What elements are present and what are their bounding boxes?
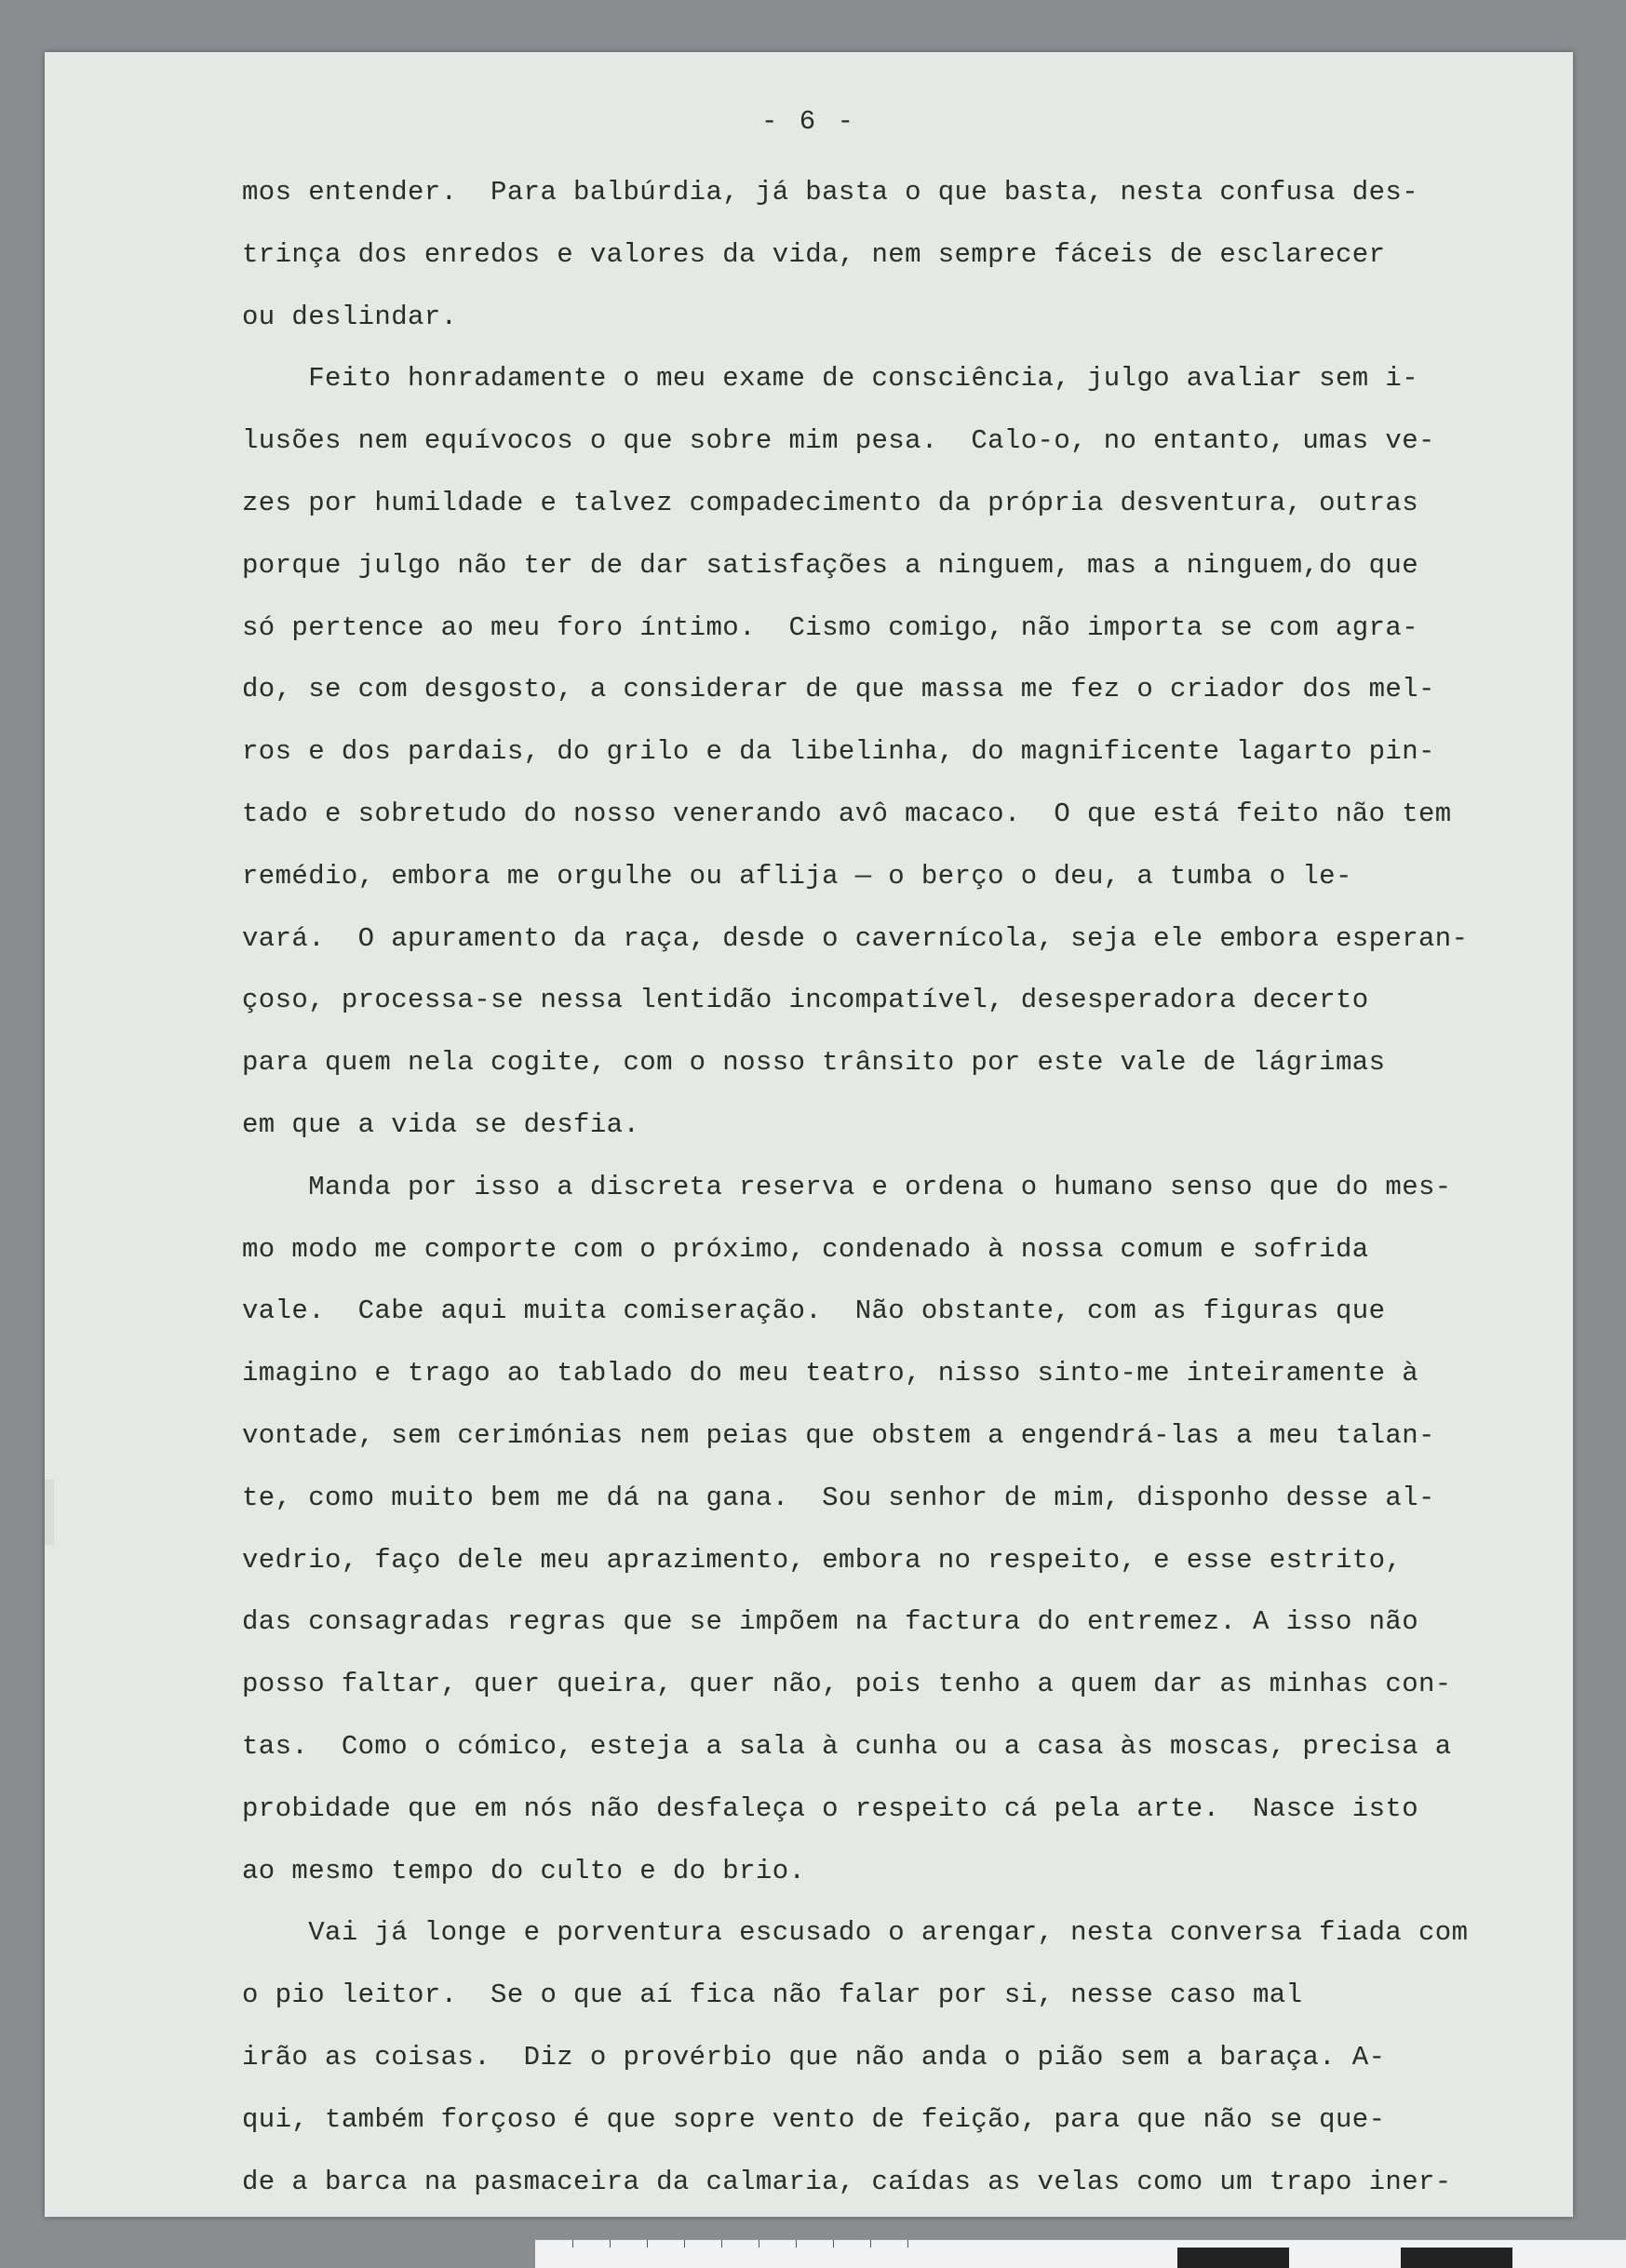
text-line: vedrio, faço dele meu aprazimento, embora no respeito, e esse estrito,: [242, 1544, 1403, 1576]
scale-ruler: [535, 2239, 1626, 2268]
text-line: para quem nela cogite, com o nosso trânsito por este vale de lágrimas: [242, 1047, 1386, 1079]
text-line: vará. O apuramento da raça, desde o cavernícola, seja ele embora esperan-: [242, 922, 1469, 954]
text-line: qui, também forçoso é que sopre vento de feição, para que não se que-: [242, 2103, 1386, 2135]
text-line: probidade que em nós não desfaleça o respeito cá pela arte. Nasce isto: [242, 1792, 1419, 1824]
text-line: te, como muito bem me dá na gana. Sou senhor de mim, disponho desse al-: [242, 1482, 1435, 1513]
page-number: - 6 -: [760, 106, 856, 137]
text-line: em que a vida se desfia.: [242, 1108, 640, 1140]
typewritten-page: [45, 52, 1573, 2217]
text-line: Vai já longe e porventura escusado o arengar, nesta conversa fiada com: [242, 1917, 1469, 1949]
text-line: de a barca na pasmaceira da calmaria, caídas as velas como um trapo iner-: [242, 2166, 1452, 2197]
text-line: ao mesmo tempo do culto e do brio.: [242, 1855, 806, 1886]
text-line: vale. Cabe aqui muita comiseração. Não obstante, com as figuras que: [242, 1295, 1386, 1327]
text-line: ou deslindar.: [242, 301, 458, 332]
text-line: mo modo me comporte com o próximo, condenado à nossa comum e sofrida: [242, 1233, 1369, 1265]
page-edge-shadow: [45, 1480, 54, 1545]
text-line: lusões nem equívocos o que sobre mim pesa. Calo-o, no entanto, umas ve-: [242, 425, 1435, 457]
text-line: tas. Como o cómico, esteja a sala à cunha ou a casa às moscas, precisa a: [242, 1730, 1452, 1762]
text-line: irão as coisas. Diz o provérbio que não anda o pião sem a baraça. A-: [242, 2041, 1386, 2073]
text-line: só pertence ao meu foro íntimo. Cismo comigo, não importa se com agra-: [242, 611, 1419, 643]
text-line: Manda por isso a discreta reserva e ordena o humano senso que do mes-: [242, 1171, 1452, 1202]
text-line: porque julgo não ter de dar satisfações a ninguem, mas a ninguem,do que: [242, 549, 1419, 581]
text-line: vontade, sem cerimónias nem peias que obstem a engendrá-las a meu talan-: [242, 1419, 1435, 1451]
text-line: çoso, processa-se nessa lentidão incompatível, desesperadora decerto: [242, 985, 1369, 1016]
text-line: das consagradas regras que se impõem na factura do entremez. A isso não: [242, 1606, 1419, 1638]
text-line: ros e dos pardais, do grilo e da libelinha, do magnificente lagarto pin-: [242, 736, 1435, 768]
text-line: o pio leitor. Se o que aí fica não falar por si, nesse caso mal: [242, 1979, 1303, 2011]
body-text: [242, 162, 1582, 2213]
text-line: do, se com desgosto, a considerar de que massa me fez o criador dos mel-: [242, 674, 1435, 705]
text-line: zes por humildade e talvez compadecimento da própria desventura, outras: [242, 487, 1419, 518]
text-line: posso faltar, quer queira, quer não, pois tenho a quem dar as minhas con-: [242, 1669, 1452, 1700]
text-line: remédio, embora me orgulhe ou aflija — o berço o deu, a tumba o le-: [242, 860, 1352, 892]
text-line: Feito honradamente o meu exame de consciência, julgo avaliar sem i-: [242, 363, 1419, 395]
text-line: trinça dos enredos e valores da vida, nem sempre fáceis de esclarecer: [242, 238, 1386, 270]
text-line: mos entender. Para balbúrdia, já basta o que basta, nesta confusa des-: [242, 177, 1419, 208]
text-line: imagino e trago ao tablado do meu teatro, nisso sinto-me inteiramente à: [242, 1358, 1419, 1389]
text-line: tado e sobretudo do nosso venerando avô macaco. O que está feito não tem: [242, 798, 1452, 829]
